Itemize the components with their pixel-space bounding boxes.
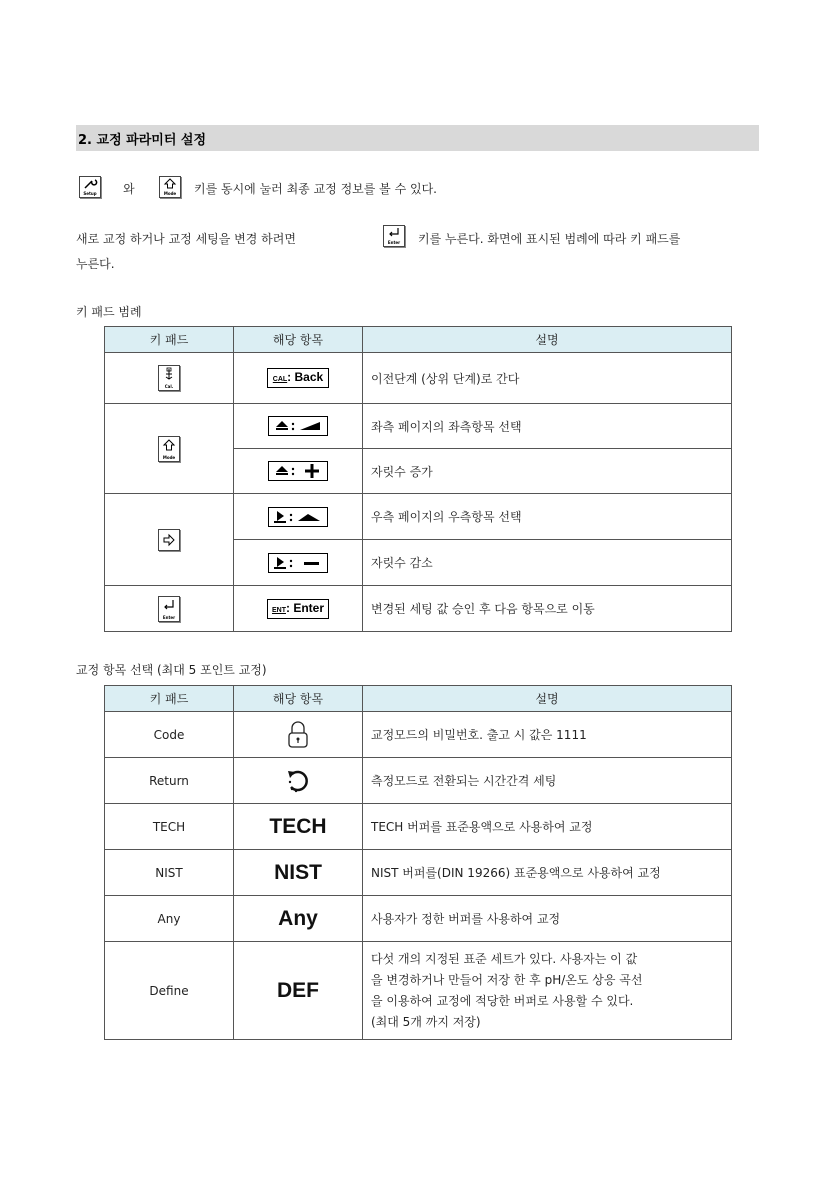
increase-symbol <box>268 461 328 481</box>
back-prefix: CAL <box>272 376 288 383</box>
calib-row-any <box>105 896 732 942</box>
calib-row-tech <box>105 804 732 850</box>
calib-desc: 사용자가 정한 버퍼를 사용하여 교정 <box>363 896 732 942</box>
legend-table <box>104 326 732 632</box>
calib-desc: TECH 버퍼를 표준용액으로 사용하여 교정 <box>363 804 732 850</box>
enter-key-label: Enter <box>387 240 401 245</box>
calib-key: Code <box>105 712 234 758</box>
setup-key-label: Setup <box>83 191 97 196</box>
left-select-symbol <box>268 416 328 436</box>
calib-header-keypad: 키 패드 <box>105 686 234 712</box>
legend-header-row <box>105 327 732 353</box>
intro-line3: 누른다. <box>76 257 115 271</box>
calib-row-code <box>105 712 732 758</box>
calib-key: TECH <box>105 804 234 850</box>
legend-desc: 우측 페이지의 우측항목 선택 <box>363 494 732 540</box>
play-minus-icon <box>270 554 327 571</box>
legend-cell-plus-symbol <box>234 449 363 494</box>
enter-label: : Enter <box>285 600 324 615</box>
calib-table <box>104 685 732 1040</box>
intro-and: 와 <box>123 182 135 196</box>
cal-key-icon <box>158 365 180 391</box>
enter-prefix: ENT <box>271 606 286 614</box>
legend-desc: 자릿수 증가 <box>363 449 732 494</box>
calib-desc-line: 을 변경하거나 만들어 저장 한 후 pH/온도 상응 곡선 <box>371 972 643 987</box>
calib-desc-line: (최대 5개 까지 저장) <box>371 1014 481 1029</box>
play-right-icon <box>270 508 327 525</box>
mode-key-label: Mode <box>163 191 177 196</box>
calib-header-row <box>105 686 732 712</box>
decrease-symbol <box>268 553 328 573</box>
legend-cell-back-symbol <box>234 353 363 404</box>
right-select-symbol <box>268 507 328 527</box>
calib-row-return <box>105 758 732 804</box>
setup-key-icon <box>79 176 101 198</box>
calib-desc-line: 다섯 개의 지정된 표준 세트가 있다. 사용자는 이 값 <box>371 951 638 966</box>
back-label: : Back <box>287 370 324 384</box>
legend-cell-enter-symbol <box>234 586 363 632</box>
calib-item: DEF <box>234 942 363 1040</box>
calib-header-item: 해당 항목 <box>234 686 363 712</box>
mode-key-icon <box>159 176 181 198</box>
enter-symbol <box>267 599 329 619</box>
return-cycle-icon <box>285 768 311 794</box>
calib-header-desc: 설명 <box>363 686 732 712</box>
calib-item: TECH <box>234 804 363 850</box>
legend-cell-minus-symbol <box>234 540 363 586</box>
legend-cell-enter-key <box>105 586 234 632</box>
calib-row-nist <box>105 850 732 896</box>
calib-item-lock <box>234 712 363 758</box>
mode-key-icon <box>158 436 180 462</box>
calib-key: Define <box>105 942 234 1040</box>
calib-row-define <box>105 942 732 1040</box>
calib-key: Any <box>105 896 234 942</box>
enter-key-icon <box>383 225 405 247</box>
calib-item: Any <box>234 896 363 942</box>
intro-line2-pre: 새로 교정 하거나 교정 세팅을 변경 하려면 <box>76 232 296 246</box>
eject-left-icon <box>270 417 327 434</box>
right-arrow-key-icon <box>158 529 180 551</box>
legend-cell-mode <box>105 404 234 494</box>
legend-cell-right-key <box>105 494 234 586</box>
calib-desc-line: 을 이용하여 교정에 적당한 버퍼로 사용할 수 있다. <box>371 993 634 1008</box>
legend-header-desc: 설명 <box>363 327 732 353</box>
legend-desc: 자릿수 감소 <box>363 540 732 586</box>
intro-line1: 키를 동시에 눌러 최종 교정 정보를 볼 수 있다. <box>194 182 437 196</box>
intro-line2-post: 키를 누른다. 화면에 표시된 범례에 따라 키 패드를 <box>418 232 681 246</box>
eject-plus-icon <box>270 462 327 479</box>
legend-title: 키 패드 범례 <box>76 305 142 319</box>
legend-cell-left-symbol <box>234 404 363 449</box>
legend-row-right-select <box>105 494 732 540</box>
calib-title: 교정 항목 선택 (최대 5 포인트 교정) <box>76 663 267 677</box>
legend-row-enter <box>105 586 732 632</box>
legend-desc: 이전단계 (상위 단계)로 간다 <box>363 353 732 404</box>
legend-header-keypad: 키 패드 <box>105 327 234 353</box>
lock-icon <box>286 720 310 750</box>
calib-item: NIST <box>234 850 363 896</box>
legend-desc: 좌측 페이지의 좌측항목 선택 <box>363 404 732 449</box>
legend-cell-cal <box>105 353 234 404</box>
calib-desc: NIST 버퍼를(DIN 19266) 표준용액으로 사용하여 교정 <box>363 850 732 896</box>
calib-desc: 교정모드의 비밀번호. 출고 시 값은 1111 <box>363 712 732 758</box>
back-symbol <box>267 368 329 388</box>
section-title: 2. 교정 파라미터 설정 <box>78 133 207 148</box>
calib-key: Return <box>105 758 234 804</box>
enter-key-icon <box>158 596 180 622</box>
calib-key: NIST <box>105 850 234 896</box>
calib-desc-multiline <box>363 942 732 1040</box>
legend-row-left-select <box>105 404 732 449</box>
legend-header-item: 해당 항목 <box>234 327 363 353</box>
calib-desc: 측정모드로 전환되는 시간간격 세팅 <box>363 758 732 804</box>
mode-key-label: Mode <box>162 454 176 460</box>
calib-item-return <box>234 758 363 804</box>
enter-key-label: Enter <box>162 614 176 620</box>
legend-cell-right-symbol <box>234 494 363 540</box>
cal-key-label: Cal. <box>164 384 174 389</box>
legend-desc: 변경된 세팅 값 승인 후 다음 항목으로 이동 <box>363 586 732 632</box>
legend-row-back <box>105 353 732 404</box>
